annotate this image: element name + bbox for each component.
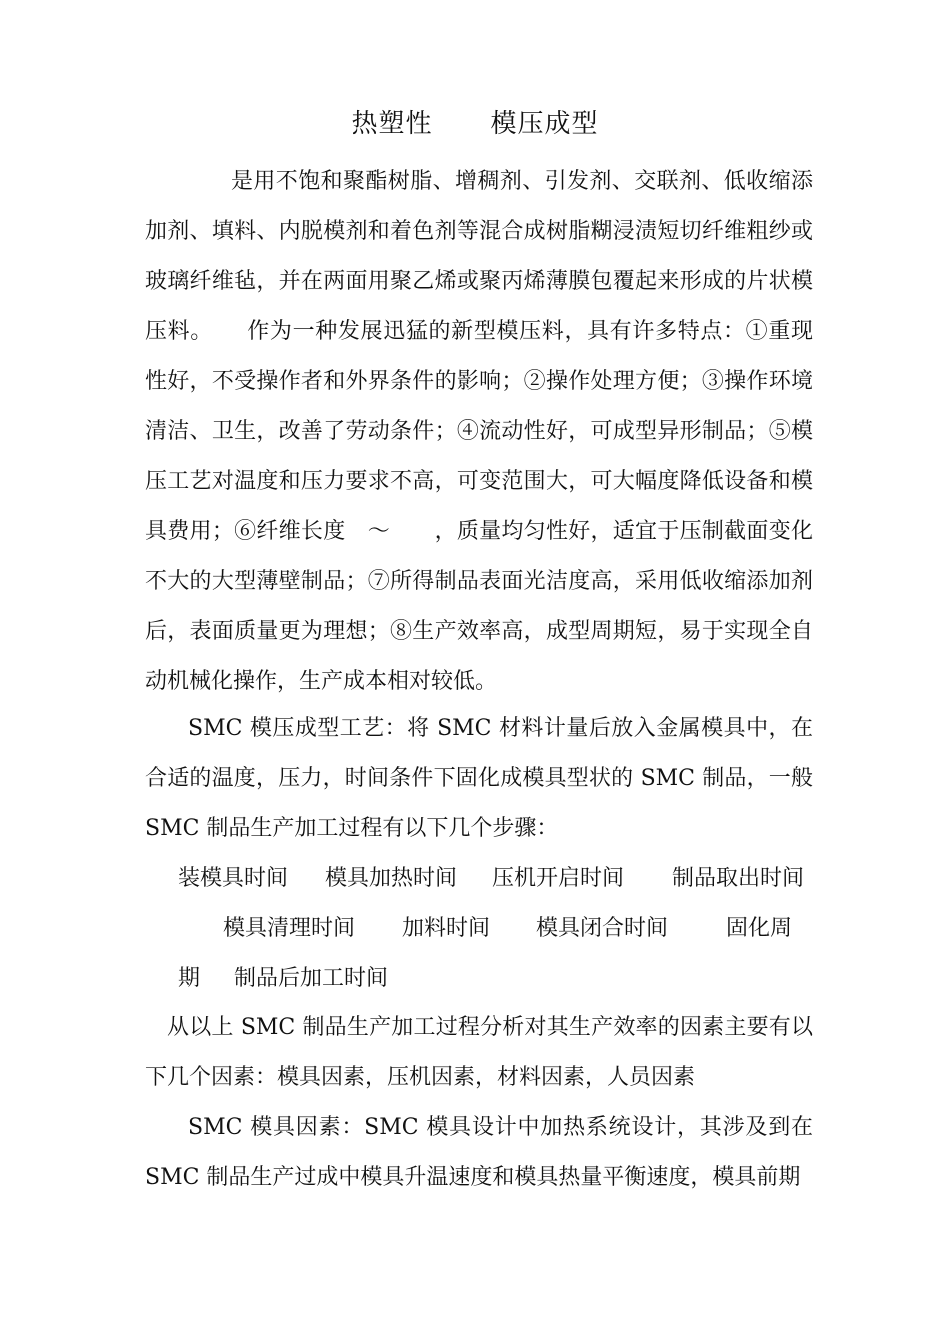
- step-item: 固化周: [726, 916, 793, 941]
- steps-row-1: [145, 854, 813, 904]
- steps-row-3: [145, 954, 813, 1004]
- process-steps: [145, 854, 813, 1004]
- step-item: 加料时间: [402, 916, 491, 941]
- paragraph-smc-process: SMC 模压成型工艺：将 SMC 材料计量后放入金属模具中，在合适的温度，压力，时间条件下固化成模具型状的 SMC 制品，一般 SMC 制品生产加工过程有以下几个步骤：: [145, 716, 813, 841]
- paragraph-efficiency-factors: 从以上 SMC 制品生产加工过程分析对其生产效率的因素主要有以下几个因素：模具因素，压机因素，材料因素，人员因素: [145, 1015, 813, 1090]
- step-item: 装模具时间: [178, 866, 289, 891]
- step-item: 压机开启时间: [492, 866, 625, 891]
- step-item: 模具闭合时间: [536, 916, 669, 941]
- title-part-1: 热塑性: [351, 109, 433, 139]
- step-item: 制品后加工时间: [234, 966, 389, 991]
- step-item: 模具加热时间: [325, 866, 458, 891]
- paragraph-smc-description: 是用不饱和聚酯树脂、增稠剂、引发剂、交联剂、低收缩添加剂、填料、内脱模剂和着色剂等混合成树脂糊浸渍短切纤维粗纱或玻璃纤维毡，并在两面用聚乙烯或聚丙烯薄膜包覆起来形成的片状模压料。 作为一种发展迅猛的新型模压料，具有许多特点：①重现性好，不受操作者和外界条件的影响；②操作处理方便；③操作环境清洁、卫生，改善了劳动条件；④流动性好，可成型异形制品；⑤模压工艺对温度和压力要求不高，可变范围大，可大幅度降低设备和模具费用；⑥纤维长度 ～ ，质量均匀性好，适宜于压制截面变化不大的大型薄壁制品；⑦所得制品表面光洁度高，采用低收缩添加剂后，表面质量更为理想；⑧生产效率高，成型周期短，易于实现全自动机械化操作，生产成本相对较低。: [145, 169, 813, 694]
- title-part-2: 模压成型: [490, 109, 599, 139]
- step-item: 模具清理时间: [223, 916, 356, 941]
- paragraph-mold-factors: SMC 模具因素：SMC 模具设计中加热系统设计，其涉及到在 SMC 制品生产过成中模具升温速度和模具热量平衡速度，模具前期: [145, 1115, 813, 1190]
- step-item: 期: [178, 966, 201, 991]
- steps-row-2: [145, 904, 813, 954]
- document-title: [0, 106, 950, 142]
- step-item: 制品取出时间: [672, 866, 805, 891]
